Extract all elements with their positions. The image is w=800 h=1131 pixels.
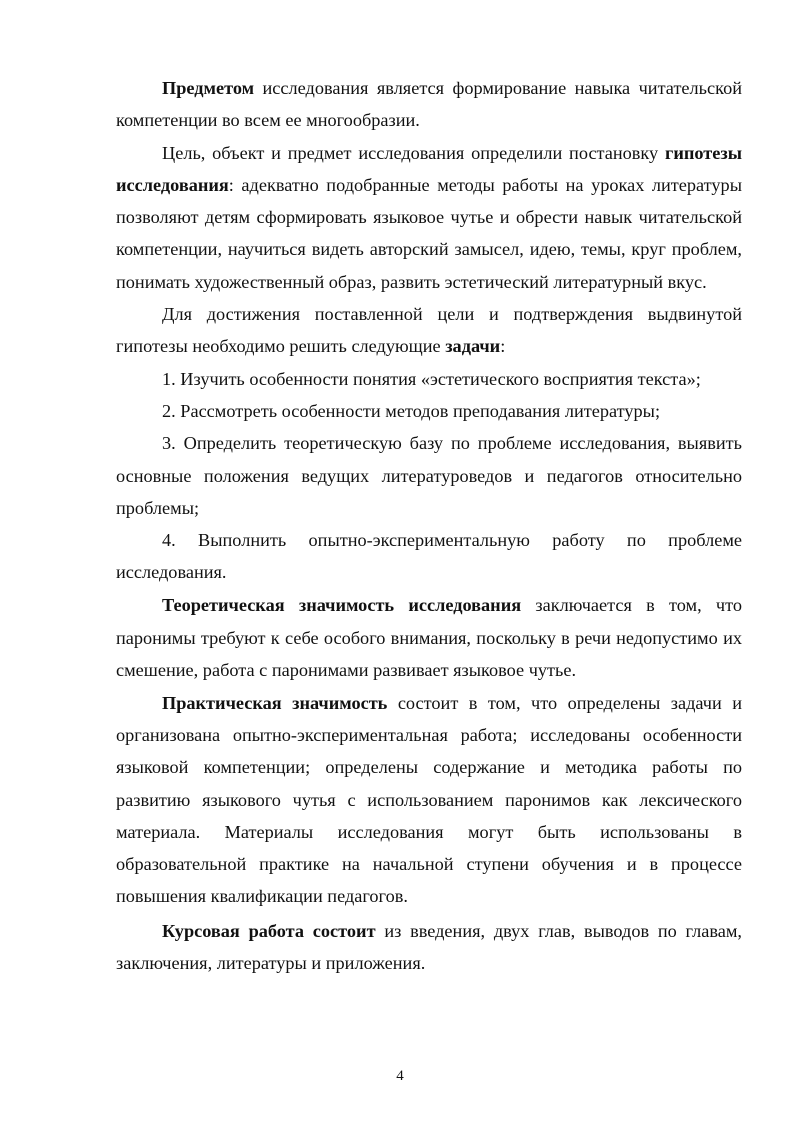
paragraph-text: : xyxy=(500,336,506,357)
paragraph-practical-significance xyxy=(116,687,742,913)
paragraph-hypothesis xyxy=(116,137,742,298)
term-practical-significance: Практическая значимость xyxy=(162,692,388,713)
term-hypothesis: гипотезы исследования xyxy=(116,142,742,195)
term-subject: Предметом xyxy=(162,78,255,98)
task-text: 3. Определить теоретическую базу по проблеме исследования, выявить основные положения ведущих литературоведов и педагогов относительно проблемы; xyxy=(116,433,742,518)
task-item xyxy=(116,395,742,427)
term-structure: Курсовая работа состоит xyxy=(162,920,376,941)
paragraph-theoretical-significance xyxy=(116,589,742,686)
task-item xyxy=(116,427,742,524)
term-tasks: задачи xyxy=(445,336,501,357)
paragraph-text: заключается в том, что паронимы требуют к себе особого внимания, поскольку в речи недопустимо их смешение, работа с паронимами развивает языковое чутье. xyxy=(116,595,742,680)
paragraph-structure xyxy=(116,915,742,980)
paragraph-subject xyxy=(116,72,742,137)
paragraph-text: исследования является формирование навыка читательской компетенции во всем ее многообразии. xyxy=(116,78,742,131)
task-item xyxy=(116,363,742,395)
task-text: 4. Выполнить опытно-экспериментальную работу по проблеме исследования. xyxy=(116,530,742,583)
paragraph-text: состоит в том, что определены задачи и организована опытно-экспериментальная работа; исследованы особенности языковой компетенции; определены содержание и методика работы по развитию языкового чутья с использованием паронимов как лексического материала. Материалы исследования могут быть использованы в образовательной практике на начальной ступени обучения и в процессе повышения квалификации педагогов. xyxy=(116,692,742,907)
task-text: 2. Рассмотреть особенности методов преподавания литературы; xyxy=(162,400,661,421)
task-text: 1. Изучить особенности понятия «эстетического восприятия текста»; xyxy=(162,368,701,389)
page-number: 4 xyxy=(396,1068,404,1084)
paragraph-text: из введения, двух глав, выводов по главам, заключения, литературы и приложения. xyxy=(116,920,742,974)
page-body xyxy=(116,72,742,979)
paragraph-tasks-intro xyxy=(116,298,742,363)
term-theoretical-significance: Теоретическая значимость исследования xyxy=(162,595,522,616)
task-item xyxy=(116,524,742,589)
paragraph-text: : адекватно подобранные методы работы на уроках литературы позволяют детям сформировать языковое чутье и обрести навык читательской компетенции, научиться видеть авторский замысел, идею, темы, круг проблем, понимать художественный образ, развить эстетический литературный вкус. xyxy=(116,174,742,292)
paragraph-text: Цель, объект и предмет исследования определили постановку xyxy=(162,142,666,163)
paragraph-text: Для достижения поставленной цели и подтверждения выдвинутой гипотезы необходимо решить следующие xyxy=(116,304,742,357)
